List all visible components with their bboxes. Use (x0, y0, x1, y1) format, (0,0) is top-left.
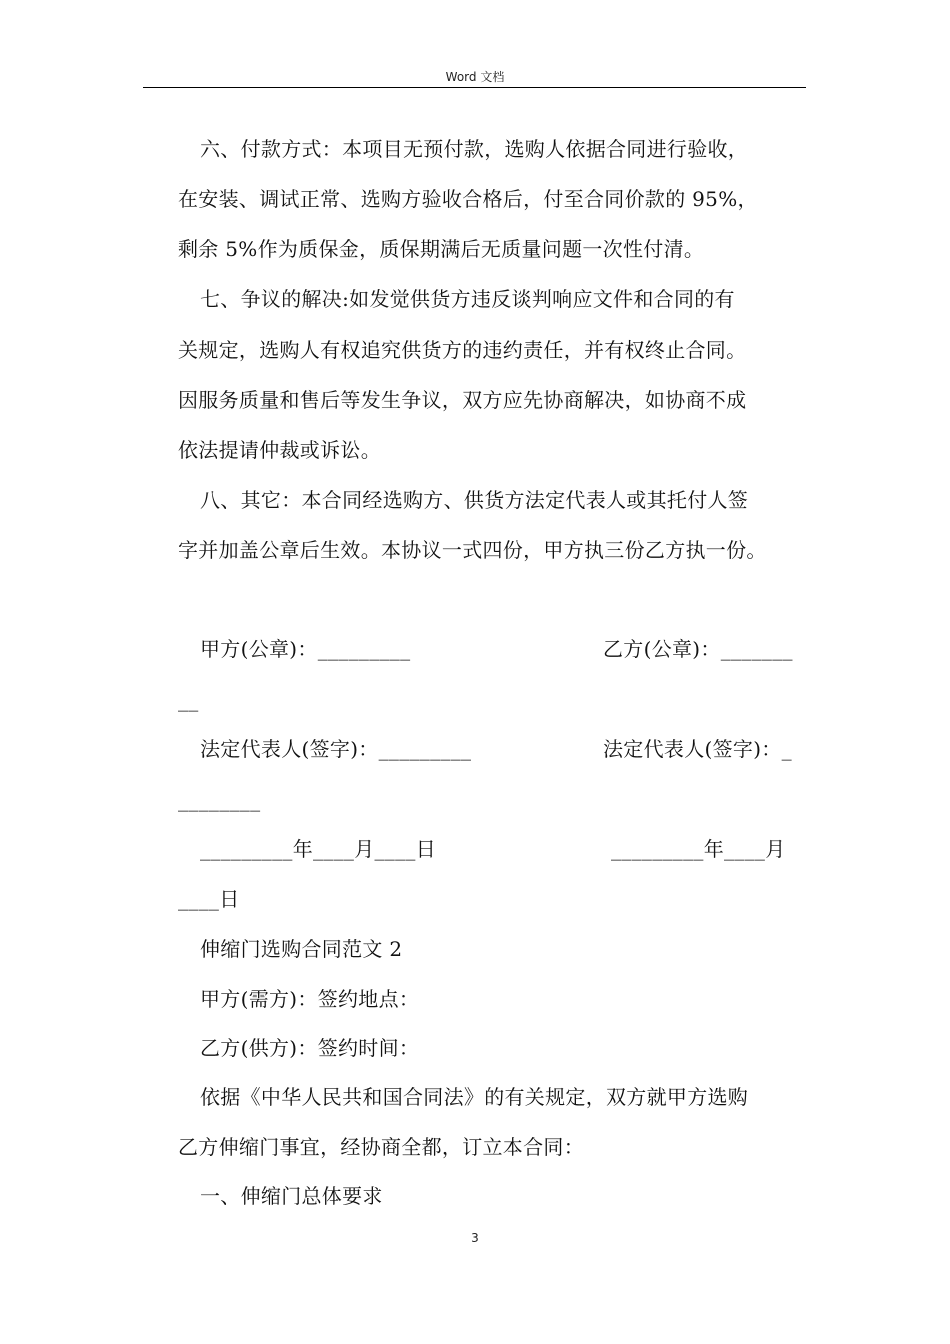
paragraph-line: 乙方伸缩门事宜，经协商全都，订立本合同： (178, 1135, 584, 1159)
header-divider (143, 87, 806, 88)
paragraph-line: 剩余 5%作为质保金，质保期满后无质量问题一次性付清。 (178, 237, 705, 261)
paragraph-line: 字并加盖公章后生效。本协议一式四份，甲方执三份乙方执一份。 (178, 538, 767, 562)
section-title: 伸缩门选购合同范文 2 (200, 937, 403, 961)
party-b-representative-line-cont: ________ (178, 788, 261, 812)
page-number: 3 (471, 1231, 479, 1245)
paragraph-line: 关规定，选购人有权追究供货方的违约责任，并有权终止合同。 (178, 338, 747, 362)
page-header: Word 文档 (445, 70, 505, 84)
party-a-seal-line: 甲方(公章)：_________ (200, 637, 411, 661)
paragraph-line: 一、伸缩门总体要求 (200, 1184, 383, 1208)
paragraph-line: 在安装、调试正常、选购方验收合格后，付至合同价款的 95%， (178, 187, 758, 211)
party-b-seal-line: 乙方(公章)：_______ (603, 637, 793, 661)
paragraph-line: 因服务质量和售后等发生争议，双方应先协商解决，如协商不成 (178, 388, 747, 412)
party-a-date-line: _________年____月____日 (200, 837, 436, 861)
party-b-seal-line-cont: __ (178, 688, 199, 712)
paragraph-line: 依据《中华人民共和国合同法》的有关规定，双方就甲方选购 (200, 1085, 749, 1109)
paragraph-line: 乙方(供方)：签约时间： (200, 1036, 420, 1060)
party-b-date-line: _________年____月 (611, 837, 786, 861)
paragraph-line: 六、付款方式：本项目无预付款，选购人依据合同进行验收， (200, 137, 749, 161)
party-b-date-line-cont: ____日 (178, 887, 240, 911)
paragraph-line: 甲方(需方)：签约地点： (200, 987, 420, 1011)
party-b-representative-line: 法定代表人(签字)：_ (603, 737, 792, 761)
paragraph-line: 依法提请仲裁或诉讼。 (178, 438, 381, 462)
paragraph-line: 八、其它：本合同经选购方、供货方法定代表人或其托付人签 (200, 488, 749, 512)
party-a-representative-line: 法定代表人(签字)：_________ (200, 737, 472, 761)
paragraph-line: 七、争议的解决:如发觉供货方违反谈判响应文件和合同的有 (200, 287, 735, 311)
